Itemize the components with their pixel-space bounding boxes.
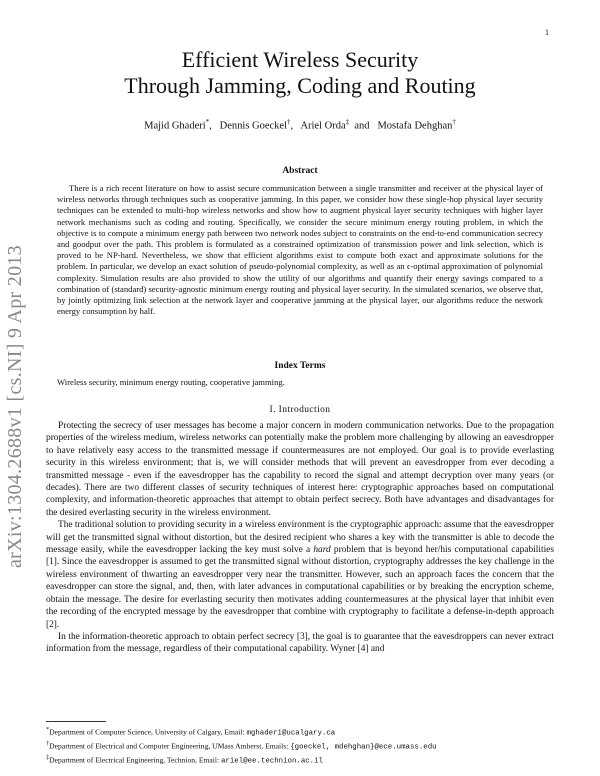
title-line-2: Through Jamming, Coding and Routing <box>124 73 476 98</box>
body-text <box>46 420 554 656</box>
author-name: Dennis Goeckel <box>219 120 288 132</box>
author-name: Majid Ghaderi <box>144 120 206 132</box>
author-mark: * <box>205 118 210 126</box>
footnote <box>46 725 554 739</box>
paragraph <box>46 519 554 631</box>
email-address: {goeckel, mdehghan}@ece.umass.edu <box>290 743 437 752</box>
footnote-mark: * <box>46 726 50 733</box>
paper-title <box>0 47 600 99</box>
author-name: Ariel Orda <box>300 120 346 132</box>
abstract-text: There is a rich recent literature on how to assist secure communication between a single transmitter and receiver at the physical layer of wireless networks through techniques such as cooperative jamming. In this paper, we consider how these single-hop physical layer security techniques can be extended to multi-hop wireless networks and show how to augment physical layer security techniques with higher layer network mechanisms such as coding and routing. Specifically, we consider the secure minimum energy routing problem, in which the objective is to compute a minimum energy path between two network nodes subject to constraints on the end-to-end communication secrecy and goodput over the path. This problem is formulated as a constrained optimization of transmission power and link selection, which is proved to be NP-hard. Nevertheless, we show that efficient algorithms exist to compute both exact and approximate solutions for the problem. In particular, we develop an exact solution of pseudo-polynomial complexity, as well as an ϵ-optimal approximation of polynomial complexity. Simulation results are also provided to show the utility of our algorithms and quantify their energy savings compared to a combination of (standard) security-agnostic minimum energy routing and physical layer security. In the simulated scenarios, we observe that, by jointly optimizing link selection at the network layer and cooperative jamming at the physical layer, our algorithms reduce the network energy consumption by half. <box>57 183 543 317</box>
email-address: mghaderi@ucalgary.ca <box>246 729 336 738</box>
author-list <box>0 118 600 132</box>
email-address: ariel@ee.technion.ac.il <box>220 757 323 766</box>
author-conjunction: and <box>354 120 370 132</box>
introduction-heading: I. Introduction <box>269 405 331 415</box>
author-name: Mostafa Dehghan <box>377 120 453 132</box>
title-line-1: Efficient Wireless Security <box>181 47 419 72</box>
author-separator: , <box>290 120 294 132</box>
index-terms-text: Wireless security, minimum energy routing, cooperative jamming. <box>57 377 285 387</box>
footnote-rule <box>46 721 106 722</box>
abstract <box>57 183 543 317</box>
index-terms-heading: Index Terms <box>274 361 326 371</box>
footnote-text: Department of Computer Science, University of Calgary, Email: <box>49 727 247 737</box>
paragraph: Protecting the secrecy of user messages has become a major concern in modern communication networks. Due to the propagation properties of the wireless medium, wireless networks can potentially make the problem more challenging by allowing an eavesdropper to have relatively easy access to the transmitted message if countermeasures are not employed. Our goal is to provide everlasting security in this wireless environment; that is, we will consider methods that will prevent an eavesdropper from ever decoding a transmitted message - even if the eavesdropper has the capability to record the signal and attempt decryption over many years (or decades). There are two different classes of security techniques of interest here: cryptographic approaches based on computational complexity, and information-theoretic approaches that attempt to obtain perfect secrecy. Both have advantages and disadvantages for the desired everlasting security in the wireless environment. <box>46 421 554 518</box>
emphasis: hard <box>313 545 331 556</box>
author-mark: † <box>287 118 291 126</box>
author-separator: , <box>209 120 212 132</box>
text-run: problem that is beyond her/his computational capabilities [1]. Since the eavesdropper is assumed to get the transmitted signal without distortion, cryptography addresses the key challenge in the wireless environment of thwarting an eavesdropper very near the transmitter. However, such an approach faces the concern that the eavesdropper can store the signal, and, then, with later advances in computational capabilities or by breaking the encryption scheme, obtain the message. The desire for everlasting security then motivates adding countermeasures at the physical layer that inhibit even the recording of the encrypted message by the eavesdropper that combine with cryptography to facilitate a defense-in-depth approach [2]. <box>46 545 554 630</box>
author-mark: ‡ <box>345 118 350 126</box>
index-terms <box>57 377 543 388</box>
footnote <box>46 739 554 753</box>
text-run: The traditional solution to providing security in a wireless environment is the cryptographic approach: assume that the eavesdropper will get the transmitted signal without distortion, but the desired recipient who shares a key with the transmitter is able to decode the message easily, while the eavesdropper lacking the key must solve a <box>46 520 554 556</box>
page-number: 1 <box>545 28 549 37</box>
paragraph: In the information-theoretic approach to obtain perfect secrecy [3], the goal is to guarantee that the eavesdroppers can never extract information from the message, regardless of their computational capability. Wyner [4] and <box>46 631 554 655</box>
footnote-mark: ‡ <box>46 754 50 762</box>
footnote-text: Department of Electrical and Computer Engineering, UMass Amherst, Emails: <box>49 741 291 751</box>
footnote <box>46 753 554 767</box>
footnote-mark: † <box>46 740 50 748</box>
abstract-heading: Abstract <box>282 166 318 176</box>
arxiv-identifier: arXiv:1304.2688v1 [cs.NI] 9 Apr 2013 <box>4 245 26 568</box>
footnote-text: Department of Electrical Engineering, Technion, Email: <box>49 755 221 765</box>
footnotes <box>46 725 554 767</box>
author-mark: † <box>452 118 456 126</box>
